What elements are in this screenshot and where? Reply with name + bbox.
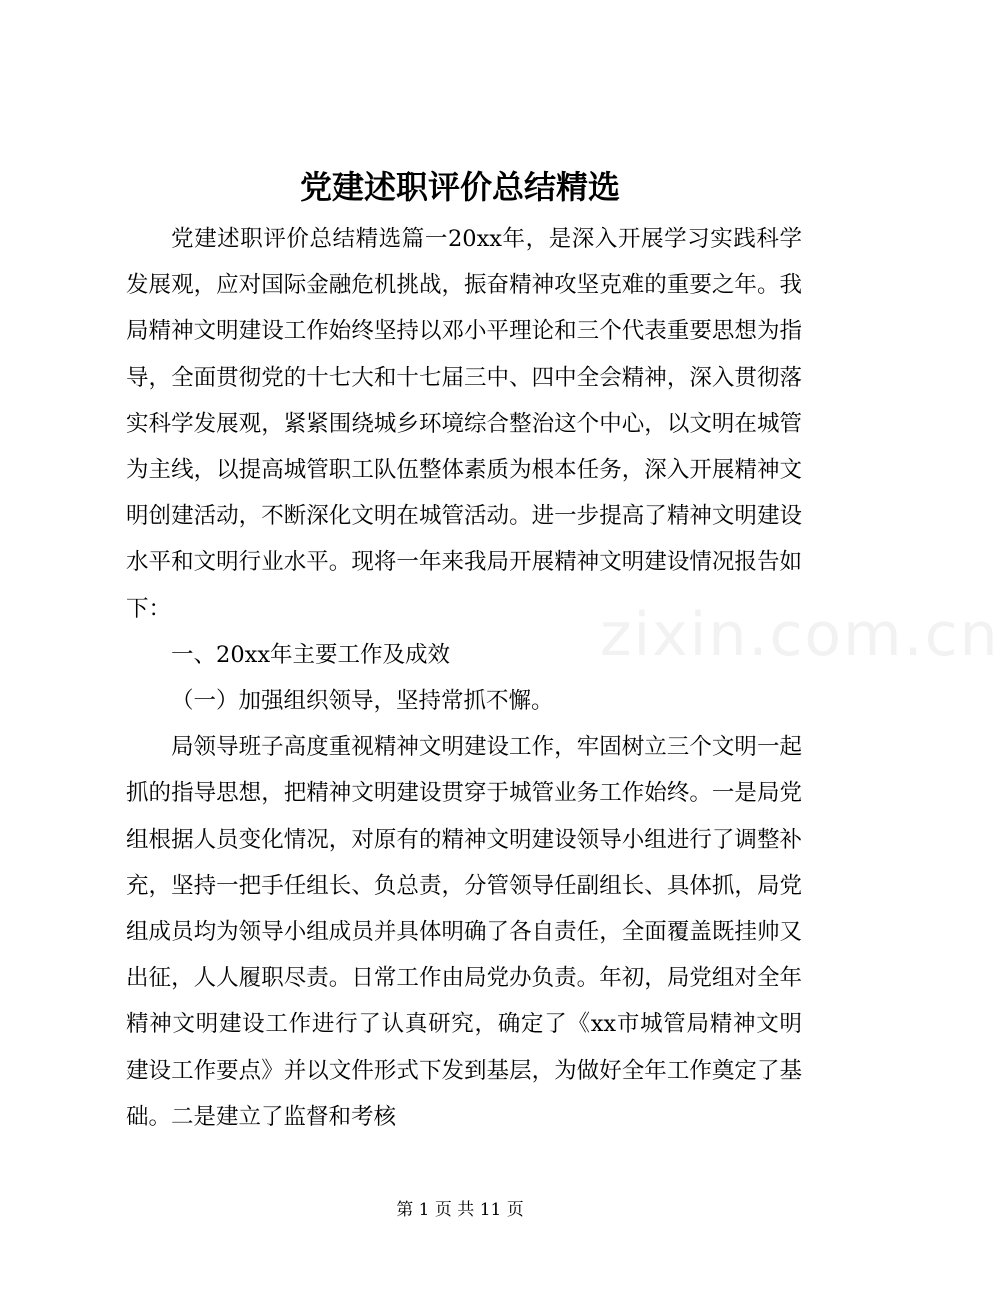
document-body (126, 216, 802, 1140)
document-title: 党建述职评价总结精选 (299, 168, 620, 206)
heading-subsection-1: （一）加强组织领导，坚持常抓不懈。 (171, 688, 554, 715)
paragraph-leadership: 局领导班子高度重视精神文明建设工作，牢固树立三个文明一起抓的指导思想，把精神文明建设贯穿于城管业务工作始终。一是局党组根据人员变化情况，对原有的精神文明建设领导小组进行了调整补充，坚持一把手任组长、负总责，分管领导任副组长、具体抓，局党组成员均为领导小组成员并具体明确了各自责任，全面覆盖既挂帅又出征，人人履职尽责。日常工作由局党办负责。年初，局党组对全年精神文明建设工作进行了认真研究，确定了《xx市城管局精神文明建设工作要点》并以文件形式下发到基层，为做好全年工作奠定了基础。二是建立了监督和考核 (126, 734, 802, 1130)
watermark: zixin.com.cn (600, 600, 1000, 670)
heading-section-1: 一、20xx年主要工作及成效 (171, 641, 451, 668)
paragraph-intro: 党建述职评价总结精选篇一20xx年，是深入开展学习实践科学发展观，应对国际金融危机挑战，振奋精神攻坚克难的重要之年。我局精神文明建设工作始终坚持以邓小平理论和三个代表重要思想为指导，全面贯彻党的十七大和十七届三中、四中全会精神，深入贯彻落实科学发展观，紧紧围绕城乡环境综合整治这个中心，以文明在城管为主线，以提高城管职工队伍整体素质为根本任务，深入开展精神文明创建活动，不断深化文明在城管活动。进一步提高了精神文明建设水平和文明行业水平。现将一年来我局开展精神文明建设情况报告如下： (126, 226, 802, 622)
page-footer: 第 1 页 共 11 页 (396, 1200, 524, 1220)
